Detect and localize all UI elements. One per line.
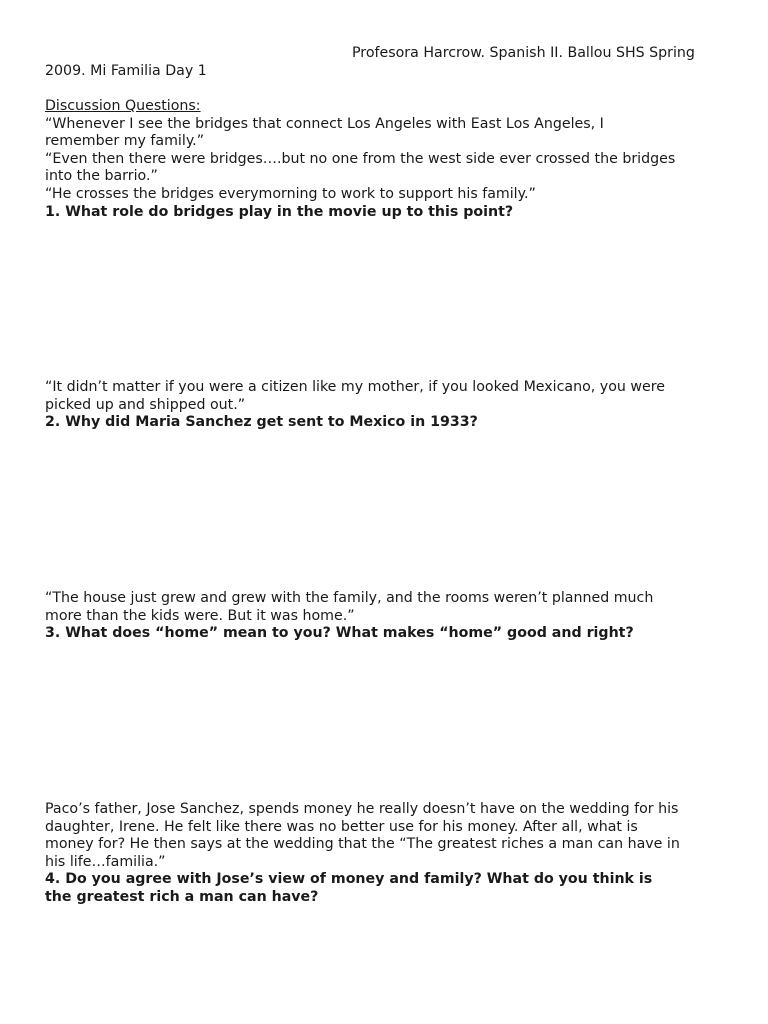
- question-4-line-1: 4. Do you agree with Jose’s view of money and family? What do you think is: [45, 871, 653, 888]
- quote-line: “He crosses the bridges everymorning to work to support his family.”: [45, 185, 536, 202]
- section-4: [45, 801, 725, 907]
- quote-line: into the barrio.”: [45, 168, 158, 185]
- quote-line: “It didn’t matter if you were a citizen like my mother, if you looked Mexicano, you were: [45, 379, 665, 395]
- quote-line: his life…familia.”: [45, 853, 166, 870]
- quote-line: money for? He then says at the wedding that the “The greatest riches a man can have in: [45, 836, 680, 853]
- question-1: 1. What role do bridges play in the movie up to this point?: [45, 203, 514, 220]
- section-3: [45, 590, 725, 643]
- quote-line: picked up and shipped out.”: [45, 396, 246, 413]
- section-1: [45, 98, 725, 221]
- question-2: 2. Why did Maria Sanchez get sent to Mexico in 1933?: [45, 414, 478, 431]
- quote-line: more than the kids were. But it was home.”: [45, 607, 355, 624]
- question-3: 3. What does “home” mean to you? What makes “home” good and right?: [45, 625, 634, 642]
- quote-line: “Even then there were bridges….but no one from the west side ever crossed the bridges: [45, 150, 676, 167]
- quote-line: daughter, Irene. He felt like there was no better use for his money. After all, what is: [45, 818, 638, 835]
- quote-line: “Whenever I see the bridges that connect Los Angeles with East Los Angeles, I: [45, 115, 604, 132]
- quote-line: remember my family.”: [45, 133, 205, 150]
- quote-line: Paco’s father, Jose Sanchez, spends money he really doesn’t have on the wedding for his: [45, 801, 679, 817]
- header-line-1: Profesora Harcrow. Spanish II. Ballou SHS Spring: [352, 45, 695, 61]
- quote-line: “The house just grew and grew with the family, and the rooms weren’t planned much: [45, 590, 654, 606]
- section-heading: Discussion Questions:: [45, 98, 201, 114]
- section-2: [45, 379, 725, 432]
- header-line-2: 2009. Mi Familia Day 1: [45, 63, 207, 79]
- question-4-line-2: the greatest rich a man can have?: [45, 888, 319, 905]
